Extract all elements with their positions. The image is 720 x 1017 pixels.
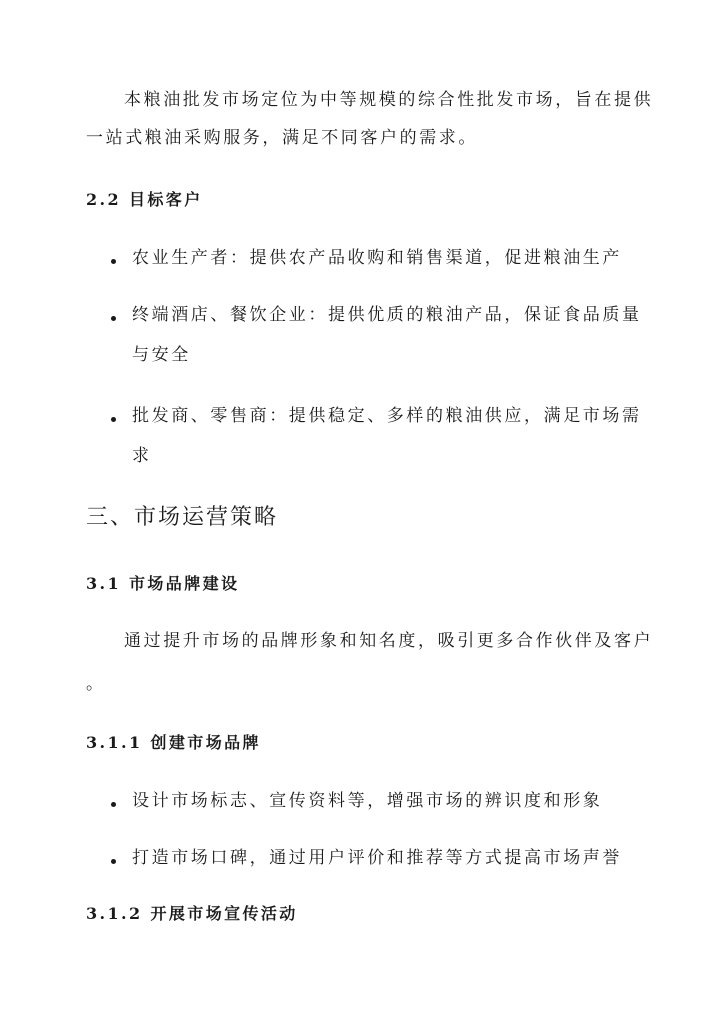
bullet-marker	[111, 859, 116, 864]
intro-paragraph-line-1: 本粮油批发市场定位为中等规模的综合性批发市场，旨在提供	[124, 90, 654, 110]
bullet-marker	[111, 417, 116, 422]
section-3-1-2-heading: 3.1.2 开展市场宣传活动	[86, 904, 298, 923]
target-customer-item-3-line-1: 批发商、零售商：提供稳定、多样的粮油供应，满足市场需	[132, 406, 642, 426]
bullet-marker	[111, 802, 116, 807]
target-customer-item-2-line-1: 终端酒店、餐饮企业：提供优质的粮油产品，保证食品质量	[132, 305, 642, 325]
target-customer-item-2-line-2: 与安全	[132, 345, 191, 365]
bullet-marker	[111, 259, 116, 264]
intro-paragraph-line-2: 一站式粮油采购服务，满足不同客户的需求。	[86, 128, 478, 148]
section-2-2-heading: 2.2 目标客户	[86, 190, 203, 209]
section-3-1-heading: 3.1 市场品牌建设	[86, 574, 240, 593]
target-customer-item-1: 农业生产者：提供农产品收购和销售渠道，促进粮油生产	[132, 248, 622, 268]
section-3-1-paragraph-line-1: 通过提升市场的品牌形象和知名度，吸引更多合作伙伴及客户	[124, 631, 654, 651]
bullet-marker	[111, 316, 116, 321]
section-3-1-1-heading: 3.1.1 创建市场品牌	[86, 733, 261, 752]
chapter-3-heading: 三、市场运营策略	[86, 505, 279, 530]
brand-item-2: 打造市场口碑，通过用户评价和推荐等方式提高市场声誉	[132, 848, 622, 868]
target-customer-item-3-line-2: 求	[132, 446, 152, 466]
section-3-1-paragraph-line-2: 。	[86, 674, 106, 694]
brand-item-1: 设计市场标志、宣传资料等，增强市场的辨识度和形象	[132, 791, 603, 811]
